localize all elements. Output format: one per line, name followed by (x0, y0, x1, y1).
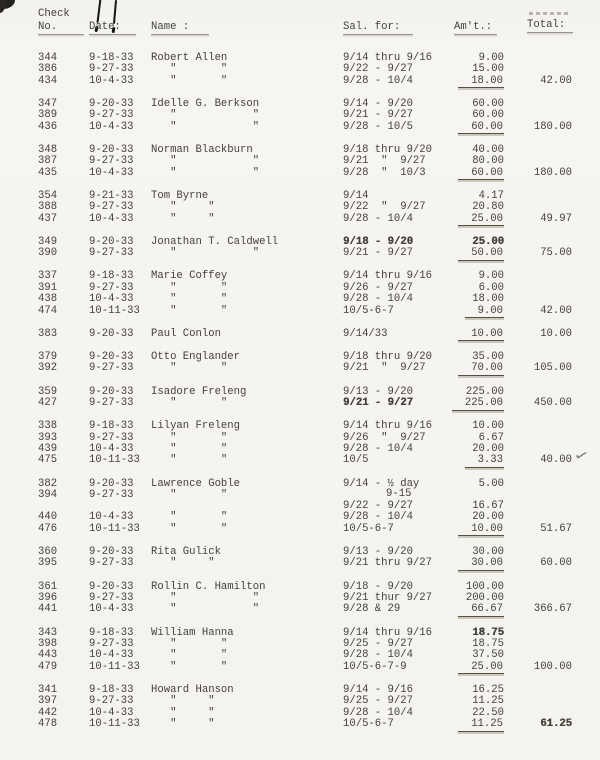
payee-name: Tom Byrne (151, 189, 209, 202)
salary-period: 9/28 " 10/3 (343, 166, 426, 179)
check-date: 9-27-33 (89, 591, 134, 604)
block-total: 366.67 (533, 603, 572, 616)
payee-block (0, 628, 600, 674)
amount: 20.00 (472, 442, 504, 455)
payee-name: " " (151, 247, 260, 260)
amount: 60.00 (472, 97, 504, 110)
salary-period: 10/5-6-7 (343, 718, 394, 731)
payee-name: " " (151, 511, 228, 524)
block-total: 49.97 (540, 212, 572, 225)
check-number: 360 (38, 545, 58, 558)
payee-name: " " (151, 63, 228, 76)
payee-block (0, 99, 600, 133)
payee-name: Lilyan Freleng (151, 420, 241, 433)
check-number: 392 (38, 362, 58, 375)
payee-block (0, 145, 600, 179)
payee-block (0, 421, 600, 467)
salary-period: 9/28 - 10/4 (343, 649, 413, 662)
payee-name: " " (151, 74, 228, 87)
check-date: 10-11-33 (89, 718, 140, 731)
block-total: 105.00 (533, 362, 572, 375)
salary-period: 9/14 - 9/20 (343, 97, 413, 110)
payee-name: " " (151, 591, 260, 604)
payee-name: " " (151, 120, 260, 133)
ledger-row (0, 214, 600, 225)
payee-name: " " (151, 281, 228, 294)
block-total: 450.00 (533, 396, 572, 409)
check-date: 10-4-33 (89, 120, 134, 133)
amount: 100.00 (465, 580, 504, 593)
check-date: 10-11-33 (89, 304, 140, 317)
salary-period: 10/5-6-7-9 (343, 660, 407, 673)
salary-period: 9/14/33 (343, 327, 388, 340)
check-number: 478 (38, 718, 58, 731)
amount: 25.00 (472, 235, 504, 248)
payee-name: Howard Hanson (151, 683, 234, 696)
salary-period: 9/18 thru 9/20 (343, 351, 433, 363)
check-date: 10-4-33 (89, 74, 134, 87)
check-date: 9-18-33 (89, 420, 134, 433)
payee-name: Otto Englander (151, 351, 241, 363)
amount: 3.33 (444, 455, 504, 468)
payee-block (0, 387, 600, 410)
payee-name: " " (151, 660, 228, 673)
check-date: 9-27-33 (89, 637, 134, 650)
check-number: 379 (38, 351, 58, 363)
salary-period: 9/14 - 9/16 (343, 683, 413, 696)
check-date: 9-27-33 (89, 109, 134, 122)
check-number: 349 (38, 235, 58, 248)
check-date: 10-4-33 (89, 293, 134, 306)
check-number: 361 (38, 580, 58, 593)
salary-period: 9/21 - 9/27 (343, 396, 413, 409)
check-date: 10-11-33 (89, 660, 140, 673)
block-total: 100.00 (533, 660, 572, 673)
block-total: 42.00 (540, 304, 572, 317)
ledger-row: 394 9-27-33 " " 9-15 9/22 - 9/27 16.67 (38, 487, 504, 512)
check-date: 9-27-33 (89, 396, 134, 409)
amount: 30.00 (472, 545, 504, 558)
payee-name: " " (151, 442, 228, 455)
pen-stroke-mark (96, 0, 101, 23)
salary-period: 9/28 - 10/4 (343, 442, 413, 455)
payee-name: " " (151, 212, 215, 225)
check-number: 438 (38, 293, 58, 306)
salary-period: 9/18 - 9/20 (343, 580, 413, 593)
salary-period: 9/14 thru 9/16 (343, 626, 433, 639)
check-number: 441 (38, 603, 58, 616)
ledger-row (0, 650, 600, 661)
salary-period: 10/5 (343, 454, 369, 467)
amount: 16.25 (472, 683, 504, 696)
payee-name: Marie Coffey (151, 270, 228, 283)
check-number: 436 (38, 120, 58, 133)
salary-period-annotation: 9-15 (386, 487, 412, 500)
payee-block (0, 582, 600, 616)
check-date: 9-20-33 (89, 580, 134, 593)
amount: 6.00 (478, 281, 504, 294)
ledger-blocks (0, 53, 600, 742)
amount: 200.00 (465, 591, 504, 604)
payee-name: Jonathan T. Caldwell (151, 235, 279, 248)
salary-period: 9/13 - 9/20 (343, 385, 413, 398)
check-date: 9-27-33 (89, 431, 134, 444)
payee-name: " " (151, 396, 228, 409)
check-date: 9-27-33 (89, 201, 134, 214)
check-number: 396 (38, 591, 58, 604)
check-number: 383 (38, 327, 58, 340)
check-date: 9-27-33 (89, 281, 134, 294)
check-date: 10-4-33 (89, 603, 134, 616)
ledger-row (0, 398, 600, 409)
payee-name: " " (151, 557, 215, 570)
check-number: 341 (38, 683, 58, 696)
amount: 20.00 (472, 511, 504, 524)
check-date: 9-27-33 (89, 155, 134, 168)
check-number: 354 (38, 189, 58, 202)
check-date: 10-11-33 (89, 522, 140, 535)
amount: 11.25 (472, 695, 504, 708)
amount: 18.00 (472, 293, 504, 306)
amount: 225.00 (465, 385, 504, 398)
check-number: 391 (38, 281, 58, 294)
salary-period: 9/28 - 10/4 (343, 706, 413, 719)
payee-block (0, 237, 600, 260)
amount: 4.17 (478, 189, 504, 202)
payee-name: " " (151, 603, 260, 616)
salary-period: 9/21 thur 9/27 (343, 591, 433, 604)
check-date: 9-20-33 (89, 143, 134, 156)
check-number: 343 (38, 626, 58, 639)
payee-block (0, 53, 600, 87)
payee-name: " " (151, 362, 228, 375)
header-check: Check (38, 8, 70, 20)
amount: 16.67 (472, 499, 504, 512)
check-number: 434 (38, 74, 58, 87)
check-date: 10-4-33 (89, 649, 134, 662)
check-number: 476 (38, 522, 58, 535)
block-total: 51.67 (540, 522, 572, 535)
salary-period: 9/14 thru 9/16 (343, 420, 433, 433)
check-number: 397 (38, 695, 58, 708)
payee-block (0, 479, 600, 536)
check-date: 9-27-33 (89, 488, 134, 501)
header-name: Name : (151, 21, 209, 35)
salary-period: 9/14 thru 9/16 (343, 270, 433, 283)
block-total: 61.25 (540, 718, 572, 731)
salary-period: 9/25 - 9/27 (343, 637, 413, 650)
amount: 11.25 (444, 719, 504, 732)
amount: 60.00 (444, 168, 504, 181)
payee-name: Lawrence Goble (151, 477, 241, 490)
check-date: 10-4-33 (89, 166, 134, 179)
check-number: 348 (38, 143, 58, 156)
block-total: 180.00 (533, 166, 572, 179)
block-total: 60.00 (540, 557, 572, 570)
ledger-row (0, 558, 600, 569)
amount: 37.50 (472, 649, 504, 662)
check-number: 386 (38, 63, 58, 76)
amount: 50.00 (444, 248, 504, 261)
payee-name: " " (151, 304, 228, 317)
payee-name: Norman Blackburn (151, 143, 253, 156)
check-number: 390 (38, 247, 58, 260)
ledger-row (0, 76, 600, 87)
check-number: 359 (38, 385, 58, 398)
salary-period: 9/21 " 9/27 (343, 155, 426, 168)
block-total: 180.00 (533, 120, 572, 133)
amount: 70.00 (444, 363, 504, 376)
salary-period: 9/28 - 10/5 (343, 120, 413, 133)
salary-period: 9/25 - 9/27 (343, 695, 413, 708)
header-date: Date: (89, 21, 136, 35)
payee-name: " " (151, 706, 215, 719)
block-total: 10.00 (540, 327, 572, 340)
scan-corner-smudge (0, 0, 6, 13)
amount: 10.00 (444, 524, 504, 537)
amount: 18.00 (444, 76, 504, 89)
amount: 35.00 (472, 351, 504, 363)
ledger-row (0, 363, 600, 374)
payee-name: " " (151, 522, 228, 535)
amount: 60.00 (472, 109, 504, 122)
ledger-row (0, 156, 600, 167)
block-total: 75.00 (540, 247, 572, 260)
payee-name: " " (151, 109, 260, 122)
ledger-row (0, 662, 600, 673)
check-number: 435 (38, 166, 58, 179)
payee-name: Isadore Freleng (151, 385, 247, 398)
ledger-row (0, 294, 600, 305)
amount: 22.50 (472, 706, 504, 719)
check-date: 9-18-33 (89, 683, 134, 696)
check-number: 440 (38, 511, 58, 524)
check-number: 344 (38, 52, 58, 64)
amount: 25.00 (444, 214, 504, 227)
ledger-row (0, 524, 600, 535)
check-number: 389 (38, 109, 58, 122)
check-number: 393 (38, 431, 58, 444)
payee-block (0, 271, 600, 317)
payee-block (0, 352, 600, 375)
check-number: 338 (38, 420, 58, 433)
salary-period: 10/5-6-7 (343, 304, 394, 317)
check-number: 474 (38, 304, 58, 317)
check-date: 9-20-33 (89, 327, 134, 340)
payee-name: William Hanna (151, 626, 234, 639)
amount: 40.00 (472, 143, 504, 156)
amount: 30.00 (444, 558, 504, 571)
salary-period: 9/14 (343, 189, 369, 202)
salary-period: 9/28 & 29 (343, 603, 401, 616)
payee-name: " " (151, 166, 260, 179)
amount: 9.00 (478, 52, 504, 64)
ledger-row (0, 696, 600, 707)
payee-name: " " (151, 201, 215, 214)
payee-name: " " (151, 488, 228, 501)
check-number: 443 (38, 649, 58, 662)
amount: 225.00 (444, 398, 504, 411)
check-number: 442 (38, 706, 58, 719)
block-total: 42.00 (540, 74, 572, 87)
check-number: 394 (38, 488, 58, 501)
check-number: 395 (38, 557, 58, 570)
salary-period: 10/5-6-7 (343, 522, 394, 535)
check-date: 9-27-33 (89, 247, 134, 260)
payee-block (0, 547, 600, 570)
check-number: 337 (38, 270, 58, 283)
check-number: 382 (38, 477, 58, 490)
ledger-row (0, 168, 600, 179)
smudge-above-total-header (529, 12, 570, 15)
check-date: 9-20-33 (89, 545, 134, 558)
check-number: 427 (38, 396, 58, 409)
payee-name: " " (151, 293, 228, 306)
salary-period: 9/26 " 9/27 (343, 431, 426, 444)
check-number: 347 (38, 97, 58, 110)
check-date: 9-18-33 (89, 626, 134, 639)
salary-period: 9/26 - 9/27 (343, 281, 413, 294)
payee-name: " " (151, 454, 228, 467)
check-date: 9-20-33 (89, 477, 134, 490)
salary-period: 9/21 thru 9/27 (343, 557, 433, 570)
check-number: 387 (38, 155, 58, 168)
salary-period: 9/28 - 10/4 (343, 293, 413, 306)
amount: 66.67 (444, 604, 504, 617)
amount: 9.00 (444, 306, 504, 319)
amount: 20.80 (472, 201, 504, 214)
check-date: 10-4-33 (89, 511, 134, 524)
check-date: 9-27-33 (89, 63, 134, 76)
block-total: 40.00 ✓ (540, 448, 591, 467)
amount: 9.00 (478, 270, 504, 283)
check-date: 9-18-33 (89, 52, 134, 64)
amount: 18.75 (472, 637, 504, 650)
check-date: 10-11-33 (89, 454, 140, 467)
ledger-row (0, 421, 600, 432)
payee-name: " " (151, 718, 215, 731)
salary-period: 9/21 - 9/27 (343, 247, 413, 260)
check-date: 9-27-33 (89, 695, 134, 708)
header-total: Total: (527, 19, 573, 33)
ledger-row (0, 202, 600, 213)
amount: 10.00 (444, 329, 504, 342)
salary-period: 9/22 - 9/27 (343, 63, 413, 76)
check-number: 398 (38, 637, 58, 650)
check-date: 9-20-33 (89, 385, 134, 398)
ledger-row (0, 122, 600, 133)
payee-name: Rita Gulick (151, 545, 221, 558)
salary-period: 9/28 - 10/4 (343, 74, 413, 87)
check-number: 475 (38, 454, 58, 467)
check-number: 437 (38, 212, 58, 225)
payee-block (0, 685, 600, 731)
salary-period: 9/21 " 9/27 (343, 362, 426, 375)
amount: 10.00 (472, 420, 504, 433)
check-date: 9-20-33 (89, 97, 134, 110)
check-date: 9-21-33 (89, 189, 134, 202)
header-check-no: No. (38, 21, 84, 35)
ledger-row (0, 719, 600, 730)
check-date: 10-4-33 (89, 212, 134, 225)
header-sal-for: Sal. for: (343, 21, 413, 35)
salary-period: 9/28 - 10/4 (343, 511, 413, 524)
check-date: 9-20-33 (89, 235, 134, 248)
ledger-row (0, 329, 600, 340)
salary-period: 9/21 - 9/27 (343, 109, 413, 122)
ledger-row (0, 248, 600, 259)
check-date: 9-18-33 (89, 270, 134, 283)
salary-period: 9/14 - ½ day (343, 477, 420, 490)
payee-name: " " (151, 431, 228, 444)
salary-period: 9/28 - 10/4 (343, 212, 413, 225)
amount: 5.00 (478, 477, 504, 490)
check-date: 10-4-33 (89, 706, 134, 719)
amount: 60.00 (444, 122, 504, 135)
pen-checkmark-icon: ✓ (572, 448, 591, 466)
amount: 6.67 (478, 431, 504, 444)
salary-period: 9/22 " 9/27 (343, 201, 426, 214)
check-number: 388 (38, 201, 58, 214)
amount: 18.75 (472, 626, 504, 639)
ledger-row (0, 604, 600, 615)
payee-name: Idelle G. Berkson (151, 97, 260, 110)
amount: 80.00 (472, 155, 504, 168)
payee-name: Paul Conlon (151, 327, 221, 340)
check-date: 9-20-33 (89, 351, 134, 363)
payee-name: " " (151, 695, 215, 708)
payee-name: Robert Allen (151, 52, 228, 64)
payee-name: Rollin C. Hamilton (151, 580, 266, 593)
header-amount: Am't.: (454, 21, 497, 35)
amount: 25.00 (444, 662, 504, 675)
check-date: 9-27-33 (89, 557, 134, 570)
salary-period: 9/18 thru 9/20 (343, 143, 433, 156)
payee-block (0, 329, 600, 340)
check-number: 439 (38, 442, 58, 455)
amount: 15.00 (472, 63, 504, 76)
payee-block (0, 191, 600, 225)
salary-period: 9/14 thru 9/16 (343, 52, 433, 64)
salary-period: 9/18 - 9/20 (343, 235, 413, 248)
salary-period: 9/13 - 9/20 (343, 545, 413, 558)
check-date: 10-4-33 (89, 442, 134, 455)
payee-name: " " (151, 649, 228, 662)
check-number: 479 (38, 660, 58, 673)
payee-name: " " (151, 637, 228, 650)
ledger-row (0, 306, 600, 317)
check-date: 9-27-33 (89, 362, 134, 375)
payee-name: " " (151, 155, 260, 168)
